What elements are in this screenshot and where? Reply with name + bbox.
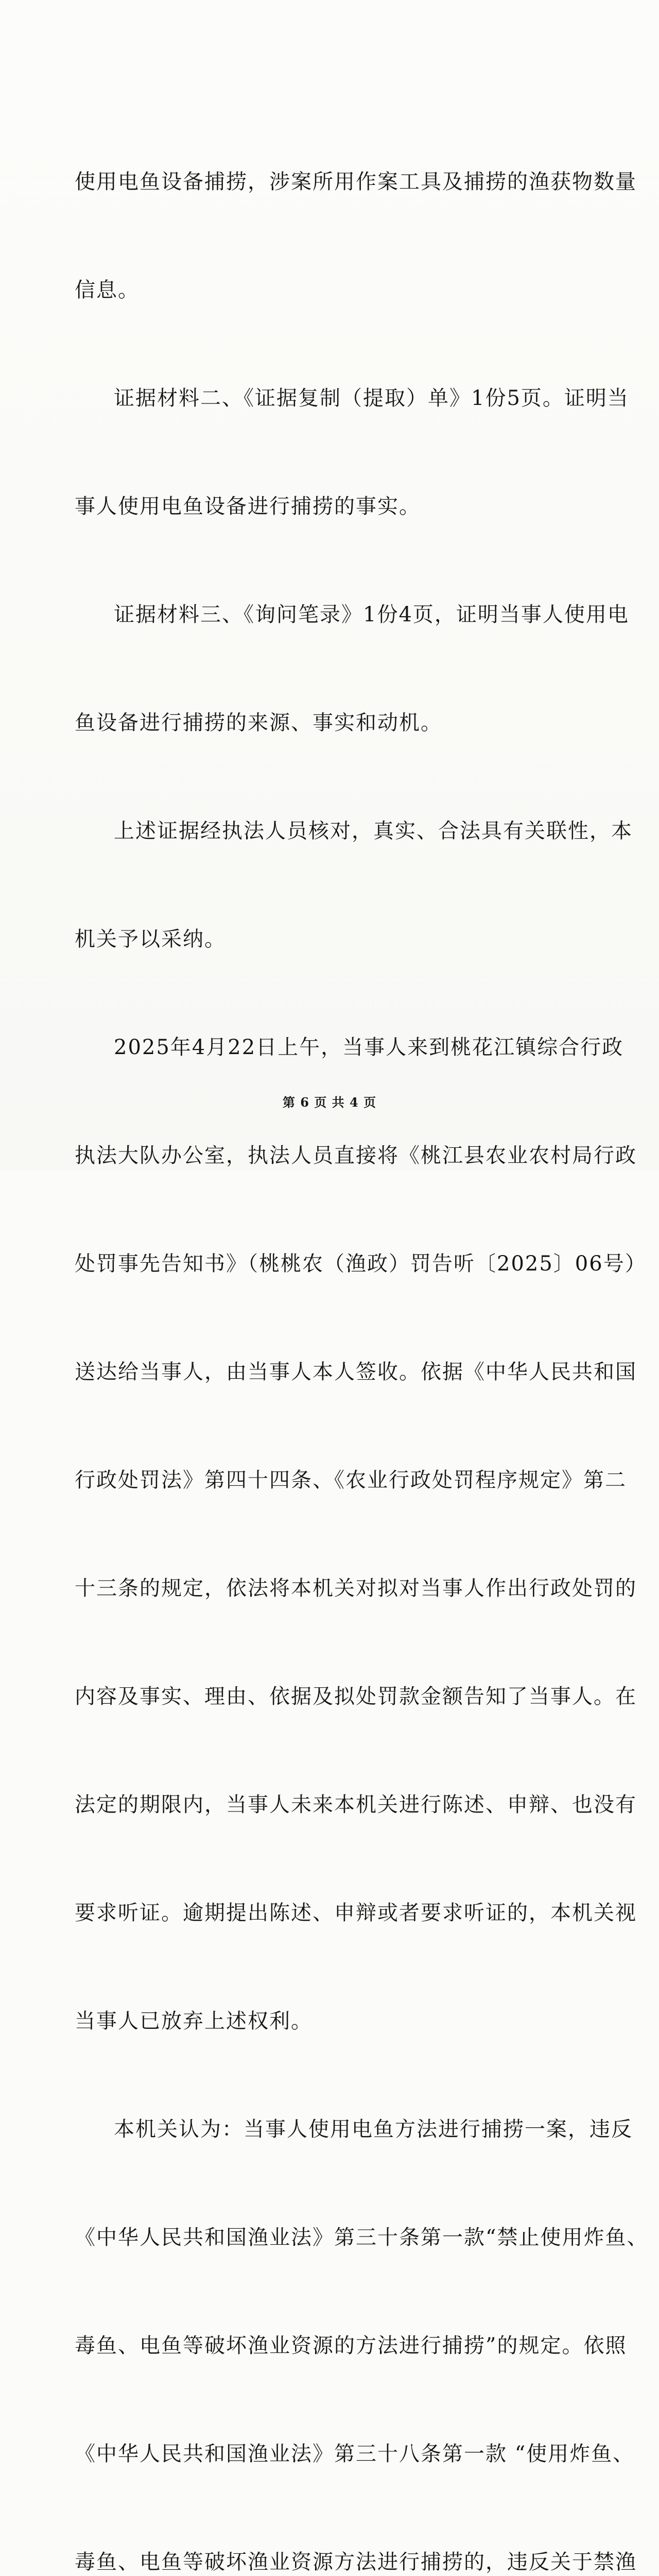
document-body (75, 92, 649, 2576)
text-line: 行政处罚法》第四十四条、《农业行政处罚程序规定》第二 (75, 1468, 627, 1492)
text-line: 机关予以采纳。 (75, 927, 226, 951)
text-line: 本机关认为：当事人使用电鱼方法进行捕捞一案，违反 (114, 2117, 633, 2141)
text-line: 送达给当事人，由当事人本人签收。依据《中华人民共和国 (75, 1360, 637, 1384)
text-line: 毒鱼、电鱼等破坏渔业资源的方法进行捕捞”的规定。依照 (75, 2334, 627, 2358)
text-line: 十三条的规定，依法将本机关对拟对当事人作出行政处罚的 (75, 1577, 637, 1600)
text-line: 内容及事实、理由、依据及拟处罚款金额告知了当事人。在 (75, 1685, 637, 1708)
text-line: 上述证据经执法人员核对，真实、合法具有关联性，本 (114, 819, 633, 843)
page-footer: 第 6 页 共 4 页 (282, 1095, 377, 1110)
text-line: 要求听证。逾期提出陈述、申辩或者要求听证的，本机关视 (75, 1901, 637, 1925)
text-line: 证据材料二、《证据复制（提取）单》1份5页。证明当 (114, 386, 629, 410)
text-line: 鱼设备进行捕捞的来源、事实和动机。 (75, 711, 442, 735)
text-line: 《中华人民共和国渔业法》第三十条第一款“禁止使用炸鱼、 (75, 2226, 649, 2249)
text-line: 执法大队办公室，执法人员直接将《桃江县农业农村局行政 (75, 1144, 637, 1167)
text-line: 使用电鱼设备捕捞，涉案所用作案工具及捕捞的渔获物数量 (75, 170, 637, 194)
text-line: 法定的期限内，当事人未来本机关进行陈述、申辩、也没有 (75, 1793, 637, 1817)
text-line: 《中华人民共和国渔业法》第三十八条第一款 “使用炸鱼、 (75, 2442, 635, 2466)
text-line: 事人使用电鱼设备进行捕捞的事实。 (75, 495, 421, 518)
text-line: 毒鱼、电鱼等破坏渔业资源方法进行捕捞的，违反关于禁渔 (75, 2550, 637, 2574)
text-line: 信息。 (75, 278, 140, 302)
text-line: 处罚事先告知书》（桃桃农（渔政）罚告听〔2025〕06号） (75, 1252, 647, 1276)
text-line: 证据材料三、《询问笔录》1份4页，证明当事人使用电 (114, 603, 629, 626)
text-line: 2025年4月22日上午，当事人来到桃花江镇综合行政 (114, 1036, 624, 1059)
text-line: 当事人已放弃上述权利。 (75, 2009, 313, 2033)
